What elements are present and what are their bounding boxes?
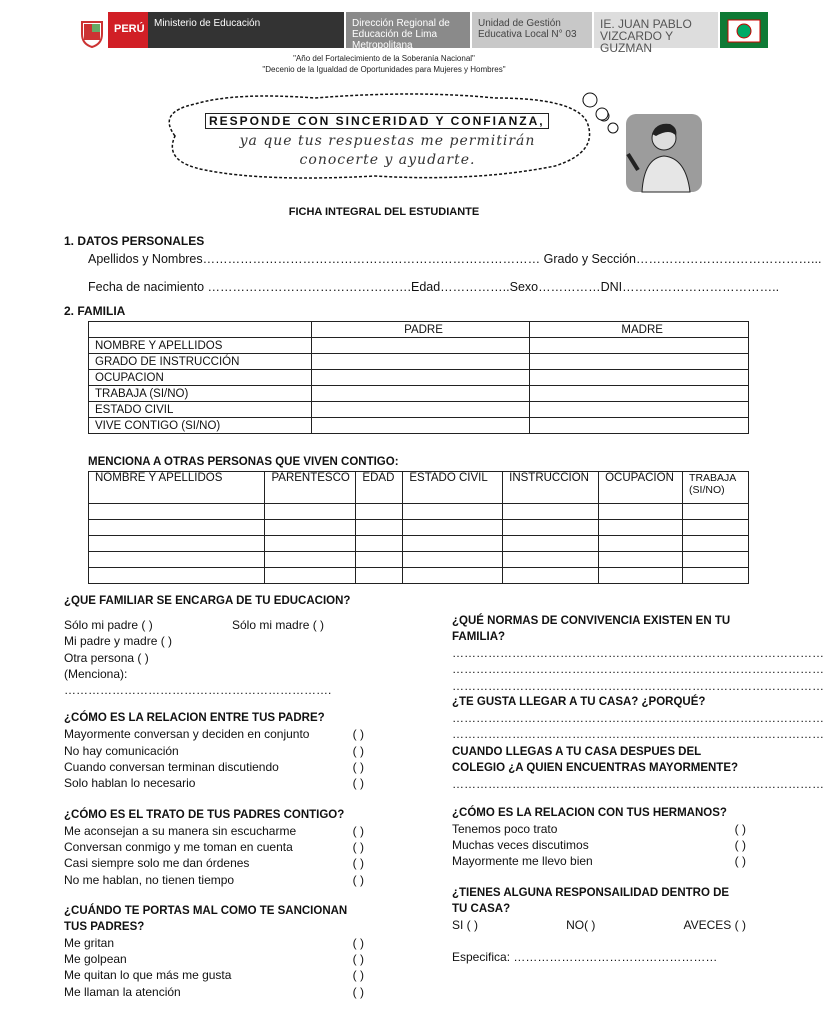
table-row	[89, 370, 749, 386]
option-menciona[interactable]: (Menciona): ………………………………………………………….	[64, 666, 332, 698]
bubble-line: conocerte y ayudarte.	[299, 152, 476, 168]
personal-line-birth: Fecha de nacimiento ………………………………………….Edad……………..Sexo……………DNI………………………………..	[88, 280, 780, 294]
answer-line[interactable]: …………………………………………………………………………………	[452, 646, 824, 660]
padre-cell[interactable]	[311, 402, 530, 418]
option-row[interactable]: Cuando conversan terminan discutiendo ( )	[64, 760, 364, 775]
question-relacion-padres: ¿CÓMO ES LA RELACION ENTRE TUS PADRE?	[64, 712, 325, 725]
table-row[interactable]	[89, 504, 749, 520]
col-edad: EDAD	[356, 472, 403, 504]
row-label: TRABAJA (SI/NO)	[89, 386, 312, 402]
madre-cell[interactable]	[530, 338, 749, 354]
padre-cell[interactable]	[311, 386, 530, 402]
ministry-label: Ministerio de Educación	[148, 12, 344, 48]
option-aveces[interactable]: AVECES ( )	[683, 917, 746, 932]
bubble-title: RESPONDE CON SINCERIDAD Y CONFIANZA,	[205, 113, 549, 129]
form-title: FICHA INTEGRAL DEL ESTUDIANTE	[288, 206, 480, 218]
specify-field[interactable]: Especifica: ……………………………………………	[452, 949, 718, 964]
padre-cell[interactable]	[311, 354, 530, 370]
option-ambos[interactable]: Mi padre y madre ( )	[64, 634, 173, 649]
teacher-illustration	[626, 114, 702, 192]
option-row[interactable]: Me llaman la atención ( )	[64, 984, 364, 999]
bubble-line: ya que tus respuestas me permitirán	[239, 133, 536, 149]
option-row[interactable]: Me gritan ( )	[64, 935, 364, 950]
table-header-row	[89, 472, 749, 504]
table-row[interactable]	[89, 552, 749, 568]
row-label: GRADO DE INSTRUCCIÓN	[89, 354, 312, 370]
option-row	[452, 917, 746, 933]
row-label: ESTADO CIVIL	[89, 402, 312, 418]
row-label: VIVE CONTIGO (SI/NO)	[89, 418, 312, 434]
option-row[interactable]: Me quitan lo que más me gusta ( )	[64, 968, 364, 983]
padre-cell[interactable]	[311, 370, 530, 386]
option-row[interactable]: Me golpean ( )	[64, 952, 364, 967]
option-row[interactable]: Casi siempre solo me dan órdenes ( )	[64, 856, 364, 871]
school-name: IE. JUAN PABLO VIZCARDO Y GUZMAN	[594, 12, 718, 48]
question-responsabilidad: ¿TIENES ALGUNA RESPONSAILIDAD DENTRO DE TU CASA?	[452, 886, 730, 915]
question-sancion: ¿CUÁNDO TE PORTAS MAL COMO TE SANCIONAN TUS PADRES?	[64, 904, 348, 933]
ugel-label: Unidad de Gestión Educativa Local N° 03	[472, 12, 592, 48]
dre-label: Dirección Regional de Educación de Lima Metropolitana	[346, 12, 470, 48]
madre-cell[interactable]	[530, 418, 749, 434]
left-column	[64, 593, 364, 1000]
family-table	[88, 321, 749, 434]
col-estado-civil: ESTADO CIVIL	[403, 472, 503, 504]
others-table	[88, 471, 749, 584]
question-normas: ¿QUÉ NORMAS DE CONVIVENCIA EXISTEN EN TU FAMILIA?	[452, 615, 731, 643]
answer-line[interactable]: …………………………………………………………………………………	[452, 727, 824, 742]
personal-line-name: Apellidos y Nombres……………………………………………………………………… Grado y Sección……………………………………...	[88, 252, 822, 266]
col-parentesco: PARENTESCO	[265, 472, 356, 504]
motto-line: "Año del Fortalecimiento de la Soberanía Nacional"	[293, 54, 475, 63]
madre-cell[interactable]	[530, 386, 749, 402]
right-column	[452, 613, 824, 965]
option-row[interactable]: No me hablan, no tienen tiempo ( )	[64, 872, 364, 887]
col-nombre: NOMBRE Y APELLIDOS	[89, 472, 265, 504]
option-row[interactable]: Mayormente conversan y deciden en conjunto ( )	[64, 727, 364, 742]
option-row[interactable]: No hay comunicación ( )	[64, 743, 364, 758]
col-instruccion: INSTRUCCION	[503, 472, 599, 504]
option-padre[interactable]: Sólo mi padre ( )	[64, 618, 153, 632]
madre-cell[interactable]	[530, 354, 749, 370]
peru-label: PERÚ	[108, 12, 148, 48]
option-row[interactable]: Muchas veces discutimos ( )	[452, 838, 746, 853]
col-madre: MADRE	[530, 322, 749, 338]
option-si[interactable]: SI ( )	[452, 917, 478, 932]
question-hermanos: ¿CÓMO ES LA RELACION CON TUS HERMANOS?	[452, 806, 727, 819]
answer-line[interactable]: …………………………………………………………………………………	[452, 777, 824, 792]
table-row	[89, 338, 749, 354]
row-label: OCUPACION	[89, 370, 312, 386]
option-row[interactable]: Me aconsejan a su manera sin escucharme ( )	[64, 823, 364, 838]
option-madre[interactable]: Sólo mi madre ( )	[232, 618, 325, 632]
madre-cell[interactable]	[530, 402, 749, 418]
table-row	[89, 386, 749, 402]
answer-line[interactable]: …………………………………………………………………………………	[452, 678, 824, 693]
coat-of-arms-icon	[72, 12, 108, 48]
option-row[interactable]: Solo hablan lo necesario ( )	[64, 776, 364, 791]
table-row	[89, 418, 749, 434]
table-row[interactable]	[89, 568, 749, 584]
motto-line: "Decenio de la Igualdad de Oportunidades para Mujeres y Hombres"	[262, 65, 506, 74]
answer-line[interactable]: …………………………………………………………………………………	[452, 710, 824, 725]
bubble-subtitle	[180, 132, 595, 170]
option-row[interactable]: Mayormente me llevo bien ( )	[452, 854, 746, 869]
padre-cell[interactable]	[311, 338, 530, 354]
mottos	[0, 53, 768, 75]
question-trato: ¿CÓMO ES EL TRATO DE TUS PADRES CONTIGO?	[64, 808, 345, 821]
option-row[interactable]: Tenemos poco trato ( )	[452, 821, 746, 836]
school-crest-icon	[720, 12, 768, 48]
question-llegar-casa: ¿TE GUSTA LLEGAR A TU CASA? ¿PORQUÉ?	[452, 695, 706, 708]
table-row	[89, 402, 749, 418]
table-row[interactable]	[89, 536, 749, 552]
family-heading: 2. FAMILIA	[64, 304, 126, 318]
option-row[interactable]: Conversan conmigo y me toman en cuenta ( )	[64, 839, 364, 854]
table-corner	[89, 322, 312, 338]
option-no[interactable]: NO( )	[566, 917, 596, 932]
answer-line[interactable]: …………………………………………………………………………………	[452, 662, 824, 677]
row-label: NOMBRE Y APELLIDOS	[89, 338, 312, 354]
madre-cell[interactable]	[530, 370, 749, 386]
header-banner	[72, 12, 698, 55]
question-quien-encuentras: CUANDO LLEGAS A TU CASA DESPUES DEL COLEGIO ¿A QUIEN ENCUENTRAS MAYORMENTE?	[452, 746, 739, 775]
table-header-row	[89, 322, 749, 338]
col-padre: PADRE	[311, 322, 530, 338]
option-row	[64, 617, 364, 633]
personal-heading: 1. DATOS PERSONALES	[64, 234, 205, 248]
others-heading: MENCIONA A OTRAS PERSONAS QUE VIVEN CONTIGO:	[88, 456, 399, 468]
padre-cell[interactable]	[311, 418, 530, 434]
option-otra[interactable]: Otra persona ( )	[64, 650, 149, 665]
table-row[interactable]	[89, 520, 749, 536]
col-trabaja: TRABAJA (SI/NO)	[683, 472, 749, 504]
col-ocupacion: OCUPACION	[599, 472, 683, 504]
question-educacion: ¿QUE FAMILIAR SE ENCARGA DE TU EDUCACION?	[64, 595, 351, 607]
table-row	[89, 354, 749, 370]
